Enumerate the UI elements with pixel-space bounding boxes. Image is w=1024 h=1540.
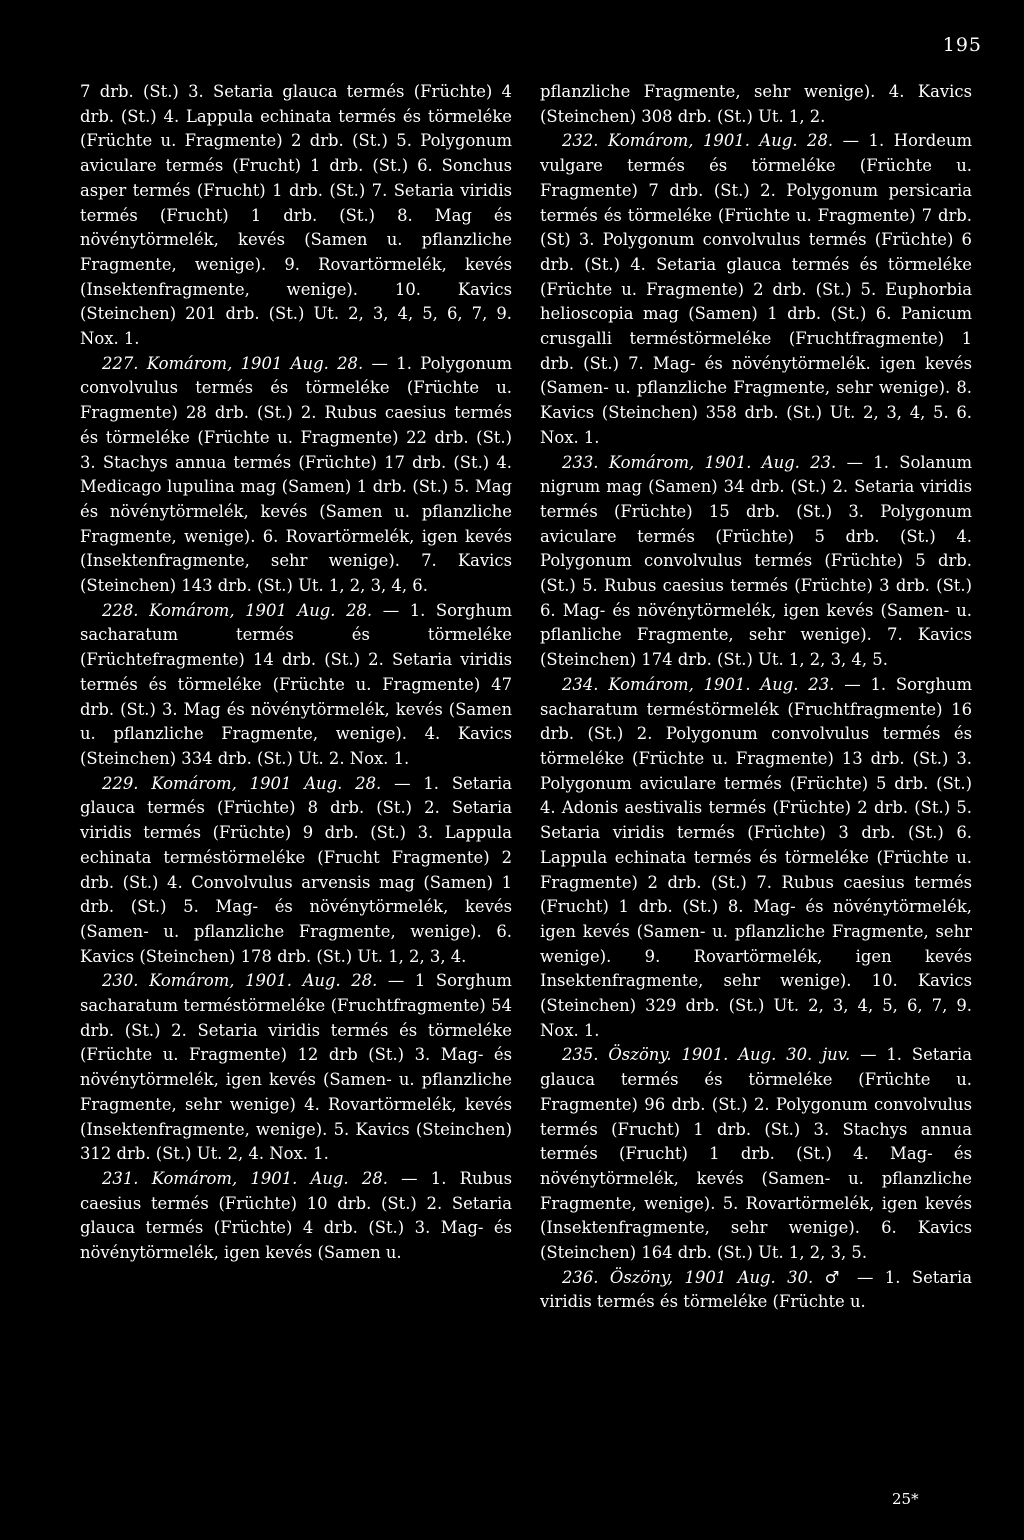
right-column [540,80,972,1315]
entry-number: 229. [102,773,139,793]
entry-body: — 1. Sorghum sacharatum terméstörmelék (Fruchtfragmente) 16 drb. (St.) 2. Polygonum convolvulus termés és törmeléke (Früchte u. Fragmente) 13 drb. (St.) 3. Polygonum aviculare termés (Früchte) 5 drb. (St.) 4. Adonis aestivalis termés (Früchte) 2 drb. (St.) 5. Setaria viridis termés (Früchte) 3 drb. (St.) 6. Lappula echinata termés és törmeléke (Früchte u. Fragmente) 2 drb. (St.) 7. Rubus caesius termés (Frucht) 1 drb. (St.) 8. Mag- és növénytörmelék, igen kevés (Samen- u. pflanzliche Fragmente, sehr wenige). 9. Rovartörmelék, igen kevés Insektenfragmente, sehr wenige). 10. Kavics (Steinchen) 329 drb. (St.) Ut. 2, 3, 4, 5, 6, 7, 9. Nox. 1. [540,674,972,1040]
entry-number: 230. [102,971,139,991]
entry-place-date: Komárom, 1901 Aug. 28. [146,353,364,373]
entry-228 [80,599,512,772]
entry-231 [80,1167,512,1266]
entry-number: 228. [102,600,139,620]
entry-body: — 1. Setaria viridis termés és törmeléke (Früchte u. [540,1267,972,1312]
entry-233 [540,451,972,673]
entry-234 [540,673,972,1044]
entry-number: 233. [562,452,599,472]
entry-number: 235. [562,1045,599,1065]
entry-body: — 1. Solanum nigrum mag (Samen) 34 drb. (St.) 2. Setaria viridis termés (Früchte) 15 drb. (St.) 3. Polygonum aviculare termés (Früchte) 5 drb. (St.) 4. Polygonum convolvulus termés (Früchte) 5 drb. (St.) 5. Rubus caesius termés (Früchte) 3 drb. (St.) 6. Mag- és növénytörmelék, igen kevés (Samen- u. pflanliche Fragmente, sehr wenige). 7. Kavics (Steinchen) 174 drb. (St.) Ut. 1, 2, 3, 4, 5. [540,452,972,670]
entry-number: 231. [102,1168,139,1188]
entry-number: 234. [562,674,599,694]
entry-number: 232. [562,131,599,151]
entry-body: — 1. Rubus caesius termés (Früchte) 10 drb. (St.) 2. Setaria glauca termés (Früchte) 4 drb. (St.) 3. Mag- és növénytörmelék, igen kevés (Samen u. [80,1168,513,1263]
entry-body: 7 drb. (St.) 3. Setaria glauca termés (Früchte) 4 drb. (St.) 4. Lappula echinata termés és törmeléke (Früchte u. Fragmente) 2 drb. (St.) 5. Polygonum aviculare termés (Frucht) 1 drb. (St.) 6. Sonchus asper termés (Frucht) 1 drb. (St.) 7. Setaria viridis termés (Frucht) 1 drb. (St.) 8. Mag és növénytörmelék, kevés (Samen u. pflanzliche Fragmente, wenige). 9. Rovartörmelék, kevés (Insektenfragmente, wenige). 10. Kavics (Steinchen) 201 drb. (St.) Ut. 2, 3, 4, 5, 6, 7, 9. Nox. 1. [80,82,512,349]
entry-body: — 1 Sorghum sacharatum terméstörmeléke (Fruchtfragmente) 54 drb. (St.) 2. Setaria viridis termés és törmeléke (Früchte u. Fragmente) 12 drb (St.) 3. Mag- és növénytörmelék, igen kevés (Samen- u. pflanzliche Fragmente, sehr wenige) 4. Rovartörmelék, kevés (Insektenfragmente, wenige). 5. Kavics (Steinchen) 312 drb. (St.) Ut. 2, 4. Nox. 1. [80,971,512,1164]
entry-230 [80,969,512,1167]
entry-body: — 1. Sorghum sacharatum termés és törmeléke (Früchtefragmente) 14 drb. (St.) 2. Setaria viridis termés és törmeléke (Früchte u. Fragmente) 47 drb. (St.) 3. Mag és növénytörmelék, kevés (Samen u. pflanzliche Fragmente, wenige). 4. Kavics (Steinchen) 334 drb. (St.) Ut. 2. Nox. 1. [80,600,513,768]
entry-place-date: Öszöny, 1901 Aug. 30. ♂ [609,1267,846,1287]
entry-place-date: Komárom, 1901. Aug. 28. [608,131,834,151]
entry-place-date: Komárom, 1901. Aug. 23. [608,452,837,472]
entry-place-date: Komárom, 1901 Aug. 28. [151,773,382,793]
entry-continuation [540,80,972,129]
entry-place-date: Komárom, 1901. Aug. 28. [151,1168,388,1188]
entry-body: pflanzliche Fragmente, sehr wenige). 4. Kavics (Steinchen) 308 drb. (St.) Ut. 1, 2. [540,82,972,126]
entry-body: — 1. Setaria glauca termés (Früchte) 8 drb. (St.) 2. Setaria viridis termés (Früchte) 9 drb. (St.) 3. Lappula echinata terméstörmeléke (Frucht Fragmente) 2 drb. (St.) 4. Convolvulus arvensis mag (Samen) 1 drb. (St.) 5. Mag- és növénytörmelék, kevés (Samen- u. pflanzliche Fragmente, wenige). 6. Kavics (Steinchen) 178 drb. (St.) Ut. 1, 2, 3, 4. [80,773,512,966]
page-number: 195 [942,34,982,56]
entry-body: — 1. Setaria glauca termés és törmeléke (Früchte u. Fragmente) 96 drb. (St.) 2. Polygonum convolvulus termés (Frucht) 1 drb. (St.) 3. Stachys annua termés (Frucht) 1 drb. (St.) 4. Mag- és növénytörmelék, kevés (Samen- u. pflanzliche Fragmente, wenige). 5. Rovartörmelék, igen kevés (Insektenfragmente, sehr wenige). 6. Kavics (Steinchen) 164 drb. (St.) Ut. 1, 2, 3, 5. [540,1045,972,1263]
entry-body: — 1. Polygonum convolvulus termés és törmeléke (Früchte u. Fragmente) 28 drb. (St.) 2. Rubus caesius termés és törmeléke (Früchte u. Fragmente) 22 drb. (St.) 3. Stachys annua termés (Früchte) 17 drb. (St.) 4. Medicago lupulina mag (Samen) 1 drb. (St.) 5. Mag és növénytörmelék, kevés (Samen u. pflanzliche Fragmente, wenige). 6. Rovartörmelék, igen kevés (Insektenfragmente, sehr wenige). 7. Kavics (Steinchen) 143 drb. (St.) Ut. 1, 2, 3, 4, 6. [80,353,512,596]
entry-232 [540,129,972,450]
entry-place-date: Komárom, 1901. Aug. 28. [149,971,378,991]
entry-place-date: Öszöny. 1901. Aug. 30. juv. [608,1045,851,1065]
entry-continuation [80,80,512,352]
entry-number: 227. [102,353,139,373]
entry-number: 236. [562,1267,599,1287]
signature-mark: 25* [892,1490,919,1508]
entry-227 [80,352,512,599]
entry-236 [540,1266,972,1315]
left-column [80,80,512,1266]
entry-place-date: Komárom, 1901 Aug. 28. [149,600,373,620]
entry-place-date: Komárom, 1901. Aug. 23. [608,674,835,694]
entry-body: — 1. Hordeum vulgare termés és törmeléke (Früchte u. Fragmente) 7 drb. (St.) 2. Polygonum persicaria termés és törmeléke (Früchte u. Fragmente) 7 drb. (St) 3. Polygonum convolvulus termés (Früchte) 6 drb. (St.) 4. Setaria glauca termés és törmeléke (Früchte u. Fragmente) 2 drb. (St.) 5. Euphorbia helioscopia mag (Samen) 1 drb. (St.) 6. Panicum crusgalli terméstörmeléke (Fruchtfragmente) 1 drb. (St.) 7. Mag- és növénytörmelék. igen kevés (Samen- u. pflanzliche Fragmente, sehr wenige). 8. Kavics (Steinchen) 358 drb. (St.) Ut. 2, 3, 4, 5. 6. Nox. 1. [540,131,972,447]
entry-229 [80,772,512,970]
entry-235 [540,1043,972,1265]
